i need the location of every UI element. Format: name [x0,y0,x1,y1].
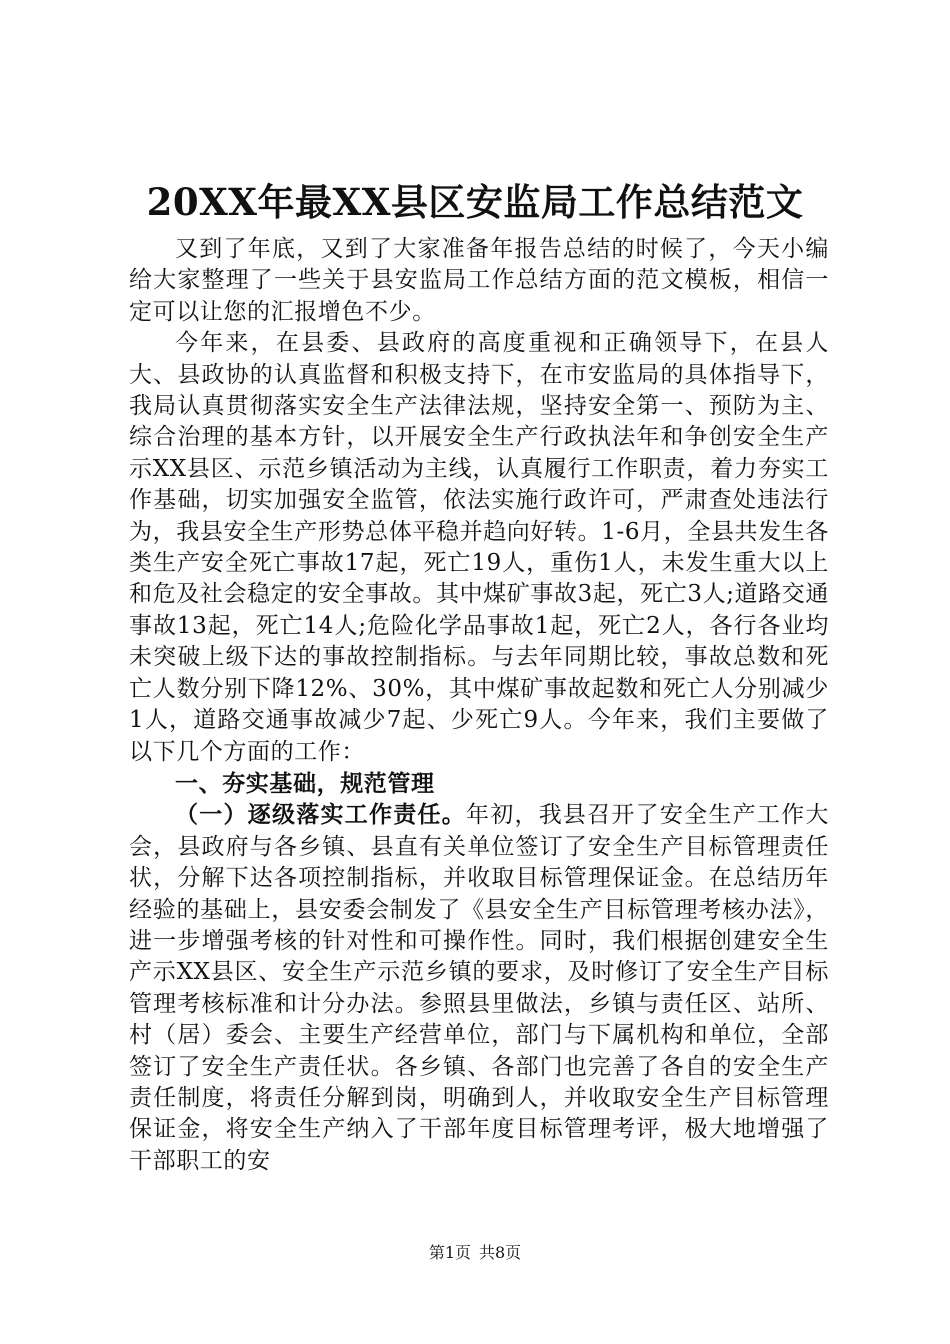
paragraph-text: 年初，我县召开了安全生产工作大会，县政府与各乡镇、县直有关单位签订了安全生产目标管理责任状，分解下达各项控制指标，并收取目标管理保证金。在总结历年经验的基础上，县安委会制发了《县安全生产目标管理考核办法》，进一步增强考核的针对性和可操作性。同时，我们根据创建安全生产示XX县区、安全生产示范乡镇的要求，及时修订了安全生产目标管理考核标准和计分办法。参照县里做法，乡镇与责任区、站所、村（居）委会、主要生产经营单位，部门与下属机构和单位，全部签订了安全生产责任状。各乡镇、各部门也完善了各自的安全生产责任制度，将责任分解到岗，明确到人，并收取安全生产目标管理保证金，将安全生产纳入了干部年度目标管理考评，极大地增强了干部职工的安 [129,802,829,1174]
page-total: 共8页 [479,1243,522,1262]
summary-paragraph [129,328,829,768]
page-number: 第1页 [428,1243,471,1262]
paragraph-text: 又到了年底，又到了大家准备年报告总结的时候了，今天小编给大家整理了一些关于县安监局工作总结方面的范文模板，相信一定可以让您的汇报增色不少。 [129,236,829,325]
intro-paragraph [129,234,829,328]
paragraph-lead: （一）逐级落实工作责任。 [175,801,466,829]
section-paragraph [129,799,829,1177]
document-body [129,234,829,1177]
document-title: 20XX年最XX县区安监局工作总结范文 [146,180,804,224]
paragraph-text: 今年来，在县委、县政府的高度重视和正确领导下，在县人大、县政协的认真监督和积极支持下，在市安监局的具体指导下，我局认真贯彻落实安全生产法律法规，坚持安全第一、预防为主、综合治理的基本方针，以开展安全生产行政执法年和争创安全生产示XX县区、示范乡镇活动为主线，认真履行工作职责，着力夯实工作基础，切实加强安全监管，依法实施行政许可，严肃查处违法行为，我县安全生产形势总体平稳并趋向好转。1-6月，全县共发生各类生产安全死亡事故17起，死亡19人，重伤1人，未发生重大以上和危及社会稳定的安全事故。其中煤矿事故3起，死亡3人;道路交通事故13起，死亡14人;危险化学品事故1起，死亡2人，各行各业均未突破上级下达的事故控制指标。与去年同期比较，事故总数和死亡人数分别下降12%、30%，其中煤矿事故起数和死亡人分别减少1人，道路交通事故减少7起、少死亡9人。今年来，我们主要做了以下几个方面的工作： [129,330,829,765]
page-footer [0,1243,950,1263]
section-heading: 一、夯实基础，规范管理 [175,769,435,797]
